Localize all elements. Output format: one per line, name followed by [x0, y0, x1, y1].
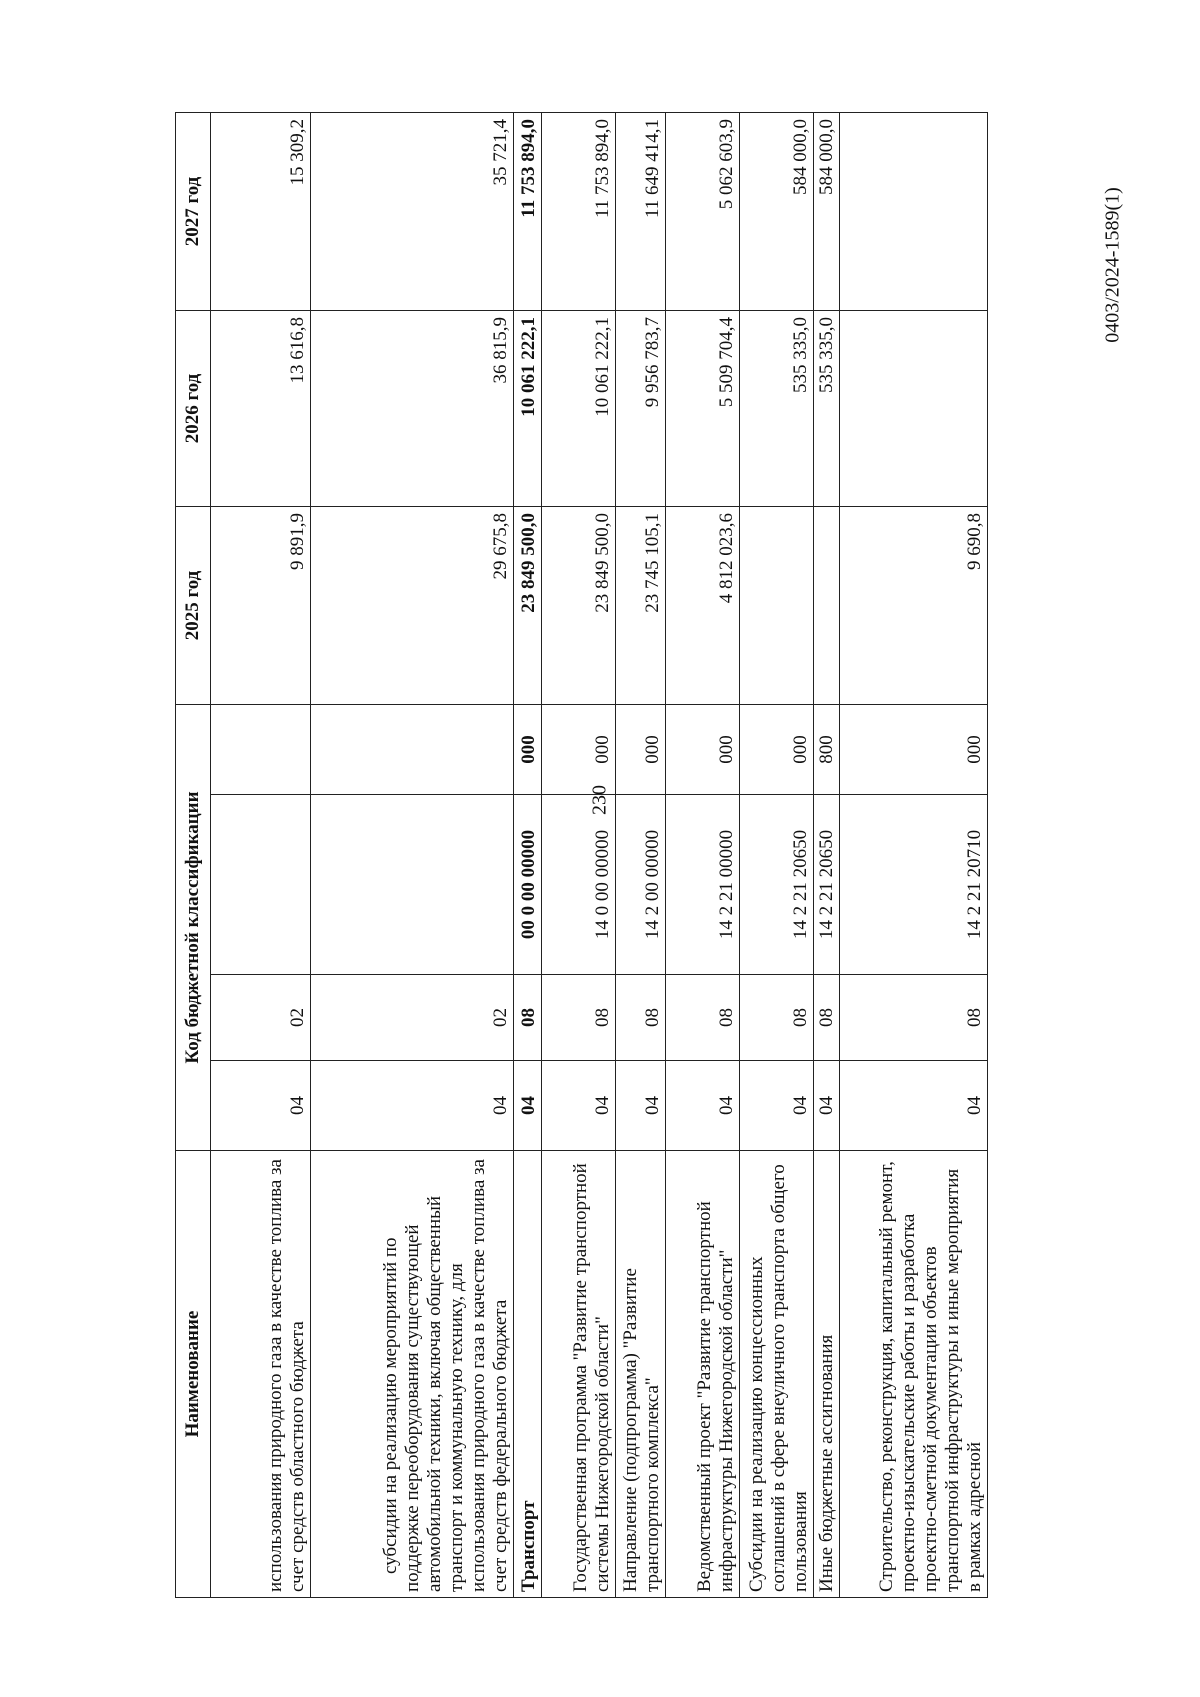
code-subsection: 08 — [740, 975, 814, 1061]
row-name: Строительство, реконструкция, капитальный ремонт, проектно-изыскательские работы и разработка проектно-сметной документации объектов транспортной инфраструктуры и иные мероприятия в рамках адресной — [840, 1151, 988, 1598]
code-expense-type: 000 — [514, 704, 542, 794]
code-section: 04 — [814, 1061, 840, 1151]
value-2027: 11 753 894,0 — [514, 112, 542, 310]
header-2027: 2027 год — [176, 112, 211, 310]
value-2027: 584 000,0 — [740, 112, 814, 310]
table-row — [666, 112, 740, 1597]
value-2027: 584 000,0 — [814, 112, 840, 310]
code-target — [211, 795, 311, 975]
budget-table-container — [175, 113, 1045, 1598]
code-target: 14 2 21 20650 — [740, 795, 814, 975]
table-row — [840, 112, 988, 1597]
code-subsection: 08 — [814, 975, 840, 1061]
row-name: субсидии на реализацию мероприятий по поддержке переоборудования существующей автомобильной техники, включая общественный транспорт и коммунальную технику, для использования природного газа в качестве топлива за счет средств федерального бюджета — [311, 1151, 514, 1598]
value-2026: 10 061 222,1 — [542, 310, 616, 506]
header-name: Наименование — [176, 1151, 211, 1598]
value-2025: 23 745 105,1 — [616, 506, 666, 704]
value-2025: 23 849 500,0 — [542, 506, 616, 704]
value-2026: 13 616,8 — [211, 310, 311, 506]
code-expense-type: 000 — [840, 704, 988, 794]
code-expense-type: 000 — [616, 704, 666, 794]
value-2027: 15 309,2 — [211, 112, 311, 310]
code-section: 04 — [514, 1061, 542, 1151]
value-2026: 9 956 783,7 — [616, 310, 666, 506]
code-subsection: 08 — [616, 975, 666, 1061]
code-subsection: 08 — [840, 975, 988, 1061]
code-section: 04 — [616, 1061, 666, 1151]
table-row — [311, 112, 514, 1597]
code-target — [311, 795, 514, 975]
row-name: Иные бюджетные ассигнования — [814, 1151, 840, 1598]
code-section: 04 — [740, 1061, 814, 1151]
header-2026: 2026 год — [176, 310, 211, 506]
row-name: Субсидии на реализацию концессионных соглашений в сфере внеуличного транспорта общего пользования — [740, 1151, 814, 1598]
value-2025 — [740, 506, 814, 704]
code-expense-type: 800 — [814, 704, 840, 794]
code-subsection: 02 — [311, 975, 514, 1061]
code-expense-type — [211, 704, 311, 794]
value-2026: 5 509 704,4 — [666, 310, 740, 506]
header-code: Код бюджетной классификации — [176, 704, 211, 1150]
table-row — [814, 112, 840, 1597]
code-subsection: 08 — [666, 975, 740, 1061]
value-2025: 23 849 500,0 — [514, 506, 542, 704]
value-2025: 9 690,8 — [840, 506, 988, 704]
value-2026: 535 335,0 — [814, 310, 840, 506]
row-name: Государственная программа "Развитие транспортной системы Нижегородской области" — [542, 1151, 616, 1598]
row-name: Ведомственный проект "Развитие транспортной инфраструктуры Нижегородской области" — [666, 1151, 740, 1598]
table-row — [740, 112, 814, 1597]
table-row — [211, 112, 311, 1597]
code-expense-type — [311, 704, 514, 794]
code-expense-type: 000 — [542, 704, 616, 794]
code-subsection: 02 — [211, 975, 311, 1061]
code-target: 14 2 00 00000 — [616, 795, 666, 975]
code-subsection: 08 — [514, 975, 542, 1061]
code-target: 00 0 00 00000 — [514, 795, 542, 975]
page-number: 230 — [588, 785, 611, 815]
document-code: 0403/2024-1589(1) — [1101, 187, 1124, 343]
code-section: 04 — [211, 1061, 311, 1151]
table-row — [616, 112, 666, 1597]
table-row — [542, 112, 616, 1597]
row-name: Направление (подпрограмма) "Развитие транспортного комплекса" — [616, 1151, 666, 1598]
value-2027 — [840, 112, 988, 310]
value-2026: 36 815,9 — [311, 310, 514, 506]
value-2025: 29 675,8 — [311, 506, 514, 704]
code-section: 04 — [542, 1061, 616, 1151]
code-target: 14 2 21 00000 — [666, 795, 740, 975]
value-2026: 535 335,0 — [740, 310, 814, 506]
value-2026 — [840, 310, 988, 506]
value-2027: 5 062 603,9 — [666, 112, 740, 310]
table-row — [514, 112, 542, 1597]
value-2025 — [814, 506, 840, 704]
budget-table — [175, 112, 988, 1598]
row-name: Транспорт — [514, 1151, 542, 1598]
value-2027: 11 753 894,0 — [542, 112, 616, 310]
value-2025: 4 812 023,6 — [666, 506, 740, 704]
code-expense-type: 000 — [740, 704, 814, 794]
code-target: 14 2 21 20710 — [840, 795, 988, 975]
code-target: 14 0 00 00000 — [542, 795, 616, 975]
code-subsection: 08 — [542, 975, 616, 1061]
value-2027: 35 721,4 — [311, 112, 514, 310]
code-target: 14 2 21 20650 — [814, 795, 840, 975]
code-section: 04 — [840, 1061, 988, 1151]
value-2025: 9 891,9 — [211, 506, 311, 704]
row-name: использования природного газа в качестве топлива за счет средств областного бюджета — [211, 1151, 311, 1598]
value-2026: 10 061 222,1 — [514, 310, 542, 506]
code-expense-type: 000 — [666, 704, 740, 794]
code-section: 04 — [311, 1061, 514, 1151]
table-header-row — [176, 112, 211, 1597]
code-section: 04 — [666, 1061, 740, 1151]
header-2025: 2025 год — [176, 506, 211, 704]
value-2027: 11 649 414,1 — [616, 112, 666, 310]
